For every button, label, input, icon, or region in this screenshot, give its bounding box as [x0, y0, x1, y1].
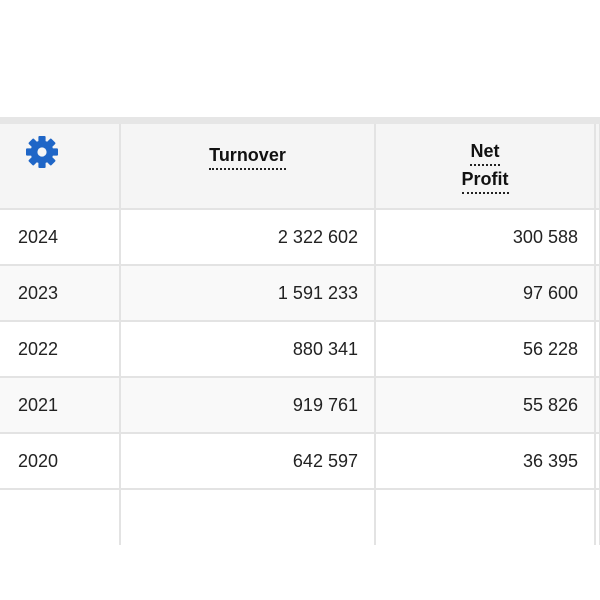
year-cell: 2020 [0, 433, 120, 489]
net-profit-header-label[interactable] [462, 138, 509, 194]
table-header [0, 124, 600, 209]
turnover-cell: 2 322 602 [120, 209, 375, 265]
extra-header-cell [595, 124, 600, 209]
net-profit-header-line1: Net [470, 138, 499, 166]
turnover-cell: 1 591 233 [120, 265, 375, 321]
table-row [0, 265, 600, 321]
gear-icon[interactable] [24, 134, 60, 170]
table-top-border [0, 117, 600, 124]
turnover-header-cell [120, 124, 375, 209]
table-row [0, 377, 600, 433]
turnover-cell: 642 597 [120, 433, 375, 489]
header-row [0, 124, 600, 209]
table-row [0, 209, 600, 265]
net-profit-cell: 36 395 [375, 433, 595, 489]
partial-cell [0, 489, 120, 545]
table-body [0, 209, 600, 545]
partial-cell [375, 489, 595, 545]
extra-cell [595, 265, 600, 321]
year-cell: 2022 [0, 321, 120, 377]
year-cell: 2024 [0, 209, 120, 265]
settings-header-cell [0, 124, 120, 209]
net-profit-cell: 55 826 [375, 377, 595, 433]
year-cell: 2021 [0, 377, 120, 433]
net-profit-header-cell [375, 124, 595, 209]
partial-cell [120, 489, 375, 545]
net-profit-cell: 56 228 [375, 321, 595, 377]
extra-cell [595, 321, 600, 377]
extra-cell [595, 209, 600, 265]
year-cell: 2023 [0, 265, 120, 321]
turnover-cell: 919 761 [120, 377, 375, 433]
net-profit-cell: 97 600 [375, 265, 595, 321]
table-row [0, 321, 600, 377]
turnover-header-label[interactable]: Turnover [209, 142, 286, 170]
net-profit-cell: 300 588 [375, 209, 595, 265]
turnover-cell: 880 341 [120, 321, 375, 377]
table-row [0, 433, 600, 489]
extra-cell [595, 433, 600, 489]
net-profit-header-line2: Profit [462, 166, 509, 194]
partial-cell [595, 489, 600, 545]
extra-cell [595, 377, 600, 433]
financials-table [0, 124, 600, 545]
table-row-partial [0, 489, 600, 545]
